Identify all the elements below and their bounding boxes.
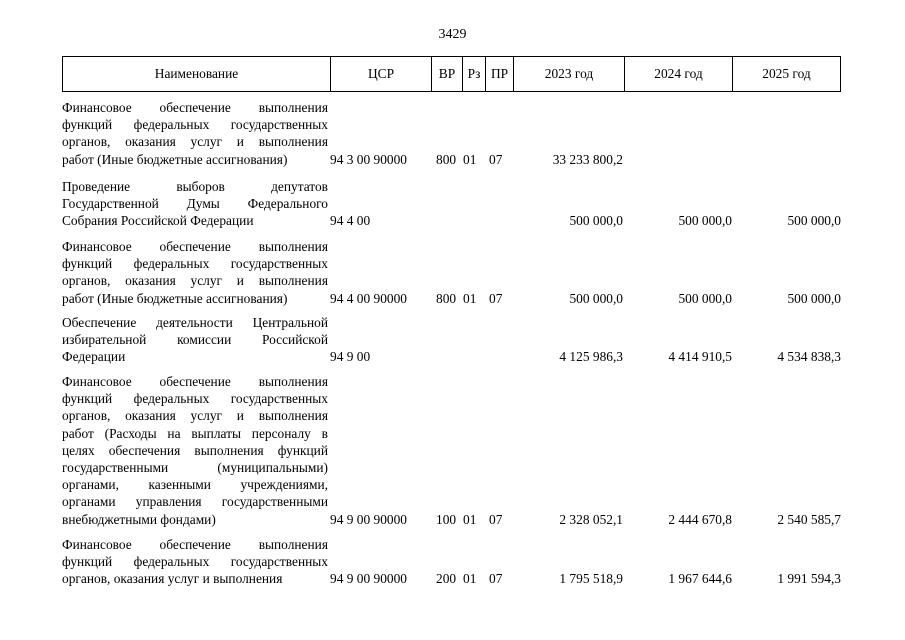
row-name [62,238,328,307]
cell-csr: 94 3 00 90000 [330,151,407,167]
row-name-line: органов, оказания услуг и выполнения [62,408,328,424]
row-name-line: избирательной комиссии Российской [62,332,328,348]
row-name-line: внебюджетными фондами) [62,511,216,527]
cell-vr: 200 [436,571,457,587]
cell-y2023: 33 233 800,2 [552,151,623,167]
table-row [62,178,841,230]
row-name-line: Проведение выборов депутатов [62,179,328,194]
header-2025: 2025 год [762,66,811,81]
cell-vr: 100 [436,511,457,527]
cell-y2023: 2 328 052,1 [559,511,623,527]
cell-y2024: 1 967 644,6 [668,571,732,587]
cell-y2025: 2 540 585,7 [777,511,841,527]
cell-csr: 94 9 00 90000 [330,571,407,587]
row-name [62,178,328,230]
row-name [62,99,328,168]
row-name-line: функций федеральных государственных [62,391,328,407]
cell-y2025: 1 991 594,3 [777,571,841,587]
header-vr: ВР [432,57,463,91]
row-name-line: Собрания Российской Федерации [62,213,254,229]
cell-csr: 94 9 00 90000 [330,511,407,527]
table-row [62,99,841,168]
cell-y2024: 500 000,0 [678,290,732,306]
cell-rz: 01 [463,571,477,587]
cell-y2023: 1 795 518,9 [559,571,623,587]
cell-y2024: 4 414 910,5 [668,349,732,365]
cell-csr: 94 4 00 90000 [330,290,407,306]
cell-pr: 07 [489,290,503,306]
header-2024: 2024 год [625,57,733,91]
row-name-line: Обеспечение деятельности Центральной [62,315,328,330]
cell-rz: 01 [463,290,477,306]
cell-y2024: 500 000,0 [678,213,732,229]
header-name: Наименование [63,57,331,91]
header-2023: 2023 год [514,57,625,91]
cell-rz: 01 [463,151,477,167]
cell-vr: 800 [436,290,457,306]
row-name-line: целях обеспечения выполнения функций [62,442,328,458]
row-name-line: функций федеральных государственных [62,117,328,133]
cell-y2025: 4 534 838,3 [777,349,841,365]
row-name [62,536,328,588]
header-rz: Рз [463,57,486,91]
header-csr: ЦСР [331,57,432,91]
row-name-line: Финансовое обеспечение выполнения [62,537,328,552]
cell-csr: 94 4 00 [330,213,371,229]
table-row [62,238,841,307]
cell-csr: 94 9 00 [330,349,371,365]
cell-y2023: 500 000,0 [569,290,623,306]
cell-y2025: 500 000,0 [787,213,841,229]
row-name-line: функций федеральных государственных [62,554,328,570]
header-pr: ПР [486,57,514,91]
table-row [62,536,841,588]
cell-y2025: 500 000,0 [787,290,841,306]
cell-y2023: 4 125 986,3 [559,349,623,365]
row-name-line: органов, оказания услуг и выполнения [62,571,283,587]
row-name [62,373,328,528]
row-name-line: органами, казенными учреждениями, [62,477,328,493]
row-name-line: государственными (муниципальными) [62,460,328,476]
cell-pr: 07 [489,151,503,167]
page-number: 3429 [438,27,467,42]
row-name-line: работ (Иные бюджетные ассигнования) [62,290,288,306]
cell-pr: 07 [489,571,503,587]
cell-y2023: 500 000,0 [569,213,623,229]
row-name-line: органов, оказания услуг и выполнения [62,273,328,289]
table-header [62,56,841,92]
row-name-line: органов, оказания услуг и выполнения [62,134,328,150]
row-name-line: Финансовое обеспечение выполнения [62,374,328,389]
row-name-line: Финансовое обеспечение выполнения [62,100,328,115]
cell-y2024: 2 444 670,8 [668,511,732,527]
row-name-line: работ (Иные бюджетные ассигнования) [62,151,288,167]
cell-rz: 01 [463,511,477,527]
cell-pr: 07 [489,511,503,527]
row-name-line: Федерации [62,349,126,365]
table-row [62,314,841,366]
row-name-line: функций федеральных государственных [62,256,328,272]
cell-vr: 800 [436,151,457,167]
row-name-line: органами управления государственными [62,494,328,510]
row-name-line: Государственной Думы Федерального [62,196,328,212]
table-row [62,373,841,528]
row-name [62,314,328,366]
row-name-line: Финансовое обеспечение выполнения [62,239,328,254]
row-name-line: работ (Расходы на выплаты персоналу в [62,425,328,441]
